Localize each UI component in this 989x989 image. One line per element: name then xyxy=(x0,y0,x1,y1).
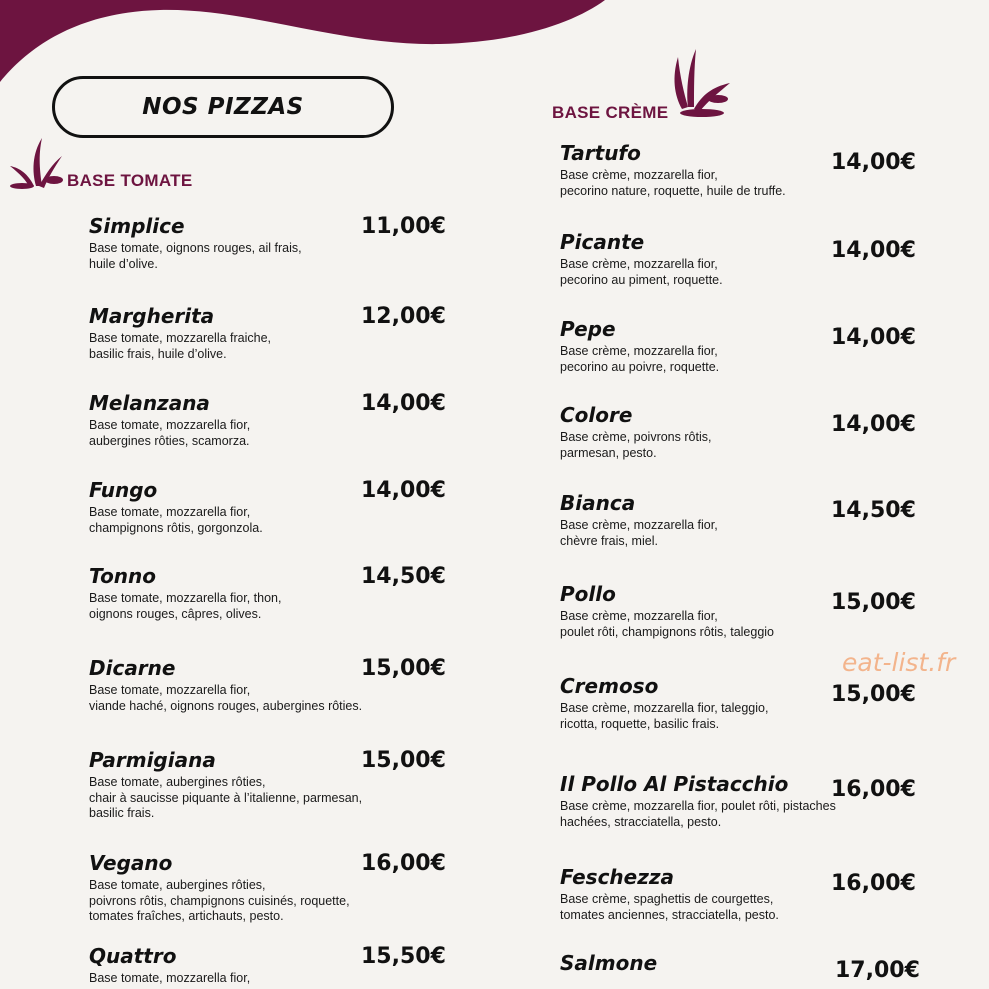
item-name: Cremoso xyxy=(560,674,659,698)
item-description: Base tomate, mozzarella fior, aubergines rôties, scamorza. xyxy=(89,418,251,448)
watermark-text: eat-list.fr xyxy=(842,648,956,677)
item-price: 14,50€ xyxy=(831,498,916,523)
item-description: Base crème, mozzarella fior, poulet rôti, champignons rôtis, taleggio xyxy=(560,609,775,639)
menu-item xyxy=(89,851,446,925)
item-description: Base crème, mozzarella fior, pecorino au piment, roquette. xyxy=(560,257,723,287)
splash-decoration-icon xyxy=(6,134,66,192)
item-name: Dicarne xyxy=(89,656,176,680)
item-description: Base tomate, mozzarella fior, thon, oignons rouges, câpres, olives. xyxy=(89,591,282,621)
item-name: Parmigiana xyxy=(89,748,216,772)
item-description: Base tomate, mozzarella fior, viande haché, oignons rouges, aubergines rôties. xyxy=(89,683,363,713)
item-description: Base crème, spaghettis de courgettes, tomates anciennes, stracciatella, pesto. xyxy=(560,892,779,922)
item-name: Salmone xyxy=(560,951,658,975)
item-description: Base tomate, mozzarella fior, champignons rôtis, gorgonzola. xyxy=(89,505,263,535)
item-price: 17,00€ xyxy=(835,958,920,983)
item-description: Base tomate, aubergines rôties, poivrons rôtis, champignons cuisinés, roquette, tomates fraîches, artichauts, pesto. xyxy=(89,878,350,923)
menu-item xyxy=(560,772,916,830)
item-description: Base tomate, mozzarella fraiche, basilic frais, huile d’olive. xyxy=(89,331,272,361)
menu-item xyxy=(560,403,916,461)
menu-item xyxy=(560,865,916,923)
menu-item xyxy=(89,214,446,272)
item-price: 14,00€ xyxy=(831,412,916,437)
item-name: Pepe xyxy=(560,317,616,341)
item-description: Base tomate, oignons rouges, ail frais, huile d’olive. xyxy=(89,241,302,271)
item-description: Base crème, mozzarella fior, poulet rôti, pistaches hachées, stracciatella, pesto. xyxy=(560,799,836,829)
section-heading-base-creme: BASE CRÈME xyxy=(552,103,669,122)
item-description: Base crème, mozzarella fior, chèvre frais, miel. xyxy=(560,518,718,548)
item-price: 14,00€ xyxy=(831,238,916,263)
item-name: Quattro xyxy=(89,944,177,968)
item-name: Colore xyxy=(560,403,633,427)
splash-decoration-icon xyxy=(668,47,732,119)
menu-item xyxy=(560,141,916,199)
item-price: 16,00€ xyxy=(831,871,916,896)
menu-title-badge xyxy=(52,76,394,138)
menu-item xyxy=(89,391,446,449)
section-heading-base-tomate: BASE TOMATE xyxy=(67,171,193,190)
item-name: Vegano xyxy=(89,851,173,875)
menu-item xyxy=(560,582,916,640)
item-price: 15,00€ xyxy=(361,748,446,773)
item-name: Tartufo xyxy=(560,141,641,165)
item-price: 15,00€ xyxy=(831,590,916,615)
item-name: Melanzana xyxy=(89,391,210,415)
item-price: 14,00€ xyxy=(831,150,916,175)
menu-item xyxy=(560,230,916,288)
item-price: 15,00€ xyxy=(361,656,446,681)
item-name: Picante xyxy=(560,230,645,254)
item-description: Base crème, mozzarella fior, pecorino au poivre, roquette. xyxy=(560,344,720,374)
item-price: 14,00€ xyxy=(361,391,446,416)
item-description: Base tomate, mozzarella fior, xyxy=(89,971,251,985)
item-price: 14,00€ xyxy=(831,325,916,350)
item-name: Pollo xyxy=(560,582,616,606)
page-title: NOS PIZZAS xyxy=(142,94,304,120)
item-description: Base crème, poivrons rôtis, parmesan, pesto. xyxy=(560,430,712,460)
item-price: 14,00€ xyxy=(361,478,446,503)
menu-item xyxy=(89,748,446,822)
menu-item xyxy=(89,944,446,987)
menu-item xyxy=(560,491,916,549)
item-price: 16,00€ xyxy=(831,777,916,802)
item-name: Il Pollo Al Pistacchio xyxy=(560,772,789,796)
item-description: Base crème, mozzarella fior, taleggio, ricotta, roquette, basilic frais. xyxy=(560,701,769,731)
menu-item xyxy=(89,564,446,622)
menu-item xyxy=(89,656,446,714)
item-description: Base tomate, aubergines rôties, chair à saucisse piquante à l’italienne, parmesan, basilic frais. xyxy=(89,775,363,820)
item-name: Fungo xyxy=(89,478,158,502)
item-price: 15,50€ xyxy=(361,944,446,969)
item-price: 14,50€ xyxy=(361,564,446,589)
item-description: Base crème, mozzarella fior, pecorino nature, roquette, huile de truffe. xyxy=(560,168,786,198)
item-name: Margherita xyxy=(89,304,215,328)
menu-item xyxy=(560,674,916,732)
item-name: Tonno xyxy=(89,564,157,588)
menu-item xyxy=(89,478,446,536)
item-name: Simplice xyxy=(89,214,185,238)
item-name: Feschezza xyxy=(560,865,675,889)
item-price: 16,00€ xyxy=(361,851,446,876)
menu-item xyxy=(560,951,920,983)
menu-item xyxy=(560,317,916,375)
menu-item xyxy=(89,304,446,362)
item-price: 11,00€ xyxy=(361,214,446,239)
item-price: 15,00€ xyxy=(831,682,916,707)
item-price: 12,00€ xyxy=(361,304,446,329)
item-name: Bianca xyxy=(560,491,636,515)
